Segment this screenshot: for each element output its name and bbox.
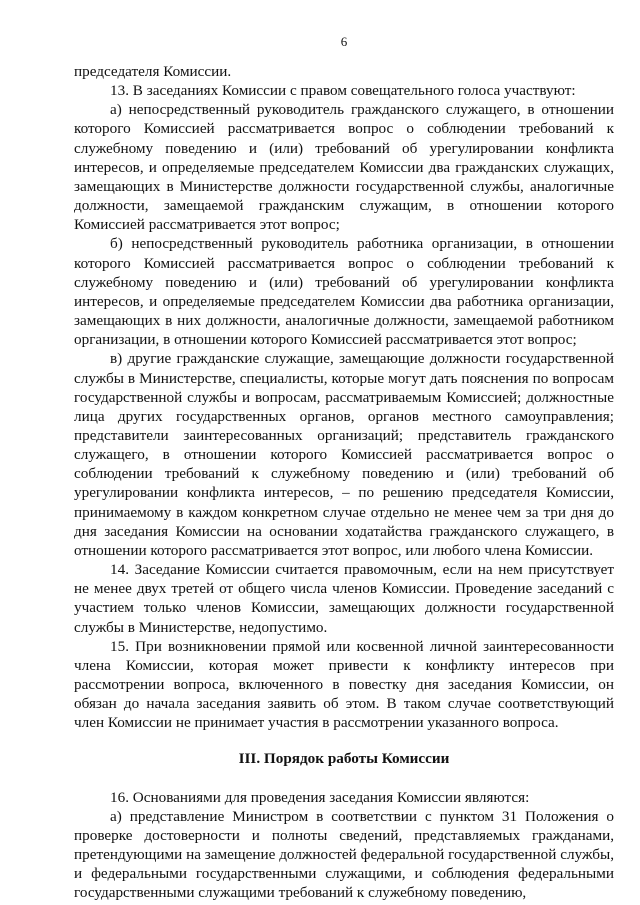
paragraph-16: 16. Основаниями для проведения заседания Комиссии являются: (110, 788, 530, 806)
paragraph-15: 15. При возникновении прямой или косвенной личной заинтересованности члена Комиссии, которая может привести к конфликту интересов при рассмотрении вопроса, включенного в повестку дня заседания Комиссии, он обязан до начала заседания заявить об этом. В таком случае соответствующий член Комиссии не принимает участия в рассмотрении указанного вопроса. (74, 637, 614, 732)
paragraph-continuation: председателя Комиссии. (74, 63, 232, 80)
paragraph-14: 14. Заседание Комиссии считается правомочным, если на нем присутствует не менее двух третей от общего числа членов Комиссии. Проведение заседаний с участием только членов Комиссии, замещающих должности государственной службы в Министерстве, недопустимо. (74, 561, 614, 636)
paragraph-13-v: в) другие гражданские служащие, замещающие должности государственной службы в Министерстве, специалисты, которые могут дать пояснения по вопросам государственной службы и вопросам, рассматриваемым Комиссией; должностные лица других государственных органов, органов местного самоуправления; представители заинтересованных организаций; представитель гражданского служащего, в отношении которого Комиссией рассматривается вопрос о соблюдении требований к служебному поведению и (или) требований об урегулировании конфликта интересов, – по решению председателя Комиссии, принимаемому в каждом конкретном случае отдельно не менее чем за три дня до дня заседания Комиссии на основании ходатайства гражданского служащего, в отношении которого рассматривается этот вопрос, или любого члена Комиссии. (74, 350, 614, 559)
paragraph-13: 13. В заседаниях Комиссии с правом совещательного голоса участвуют: (110, 82, 576, 100)
page-number: 6 (340, 34, 348, 49)
paragraph-13-a: а) непосредственный руководитель гражданского служащего, в отношении которого Комиссией рассматривается вопрос о соблюдении требований к служебному поведению и (или) требований об урегулировании конфликта интересов, и определяемые председателем Комиссии два гражданских служащих, замещающих в Министерстве должности государственной службы, аналогичные должности, замещаемой гражданским служащим, в отношении которого Комиссией рассматривается этот вопрос; (74, 101, 614, 234)
paragraph-16-a: а) представление Министром в соответствии с пунктом 31 Положения о проверке достоверности и полноты сведений, представляемых гражданами, претендующими на замещение должностей федеральной государственной службы, и федеральными государственными служащими, и соблюдения федеральными государственными служащими требований к служебному поведению, (74, 807, 614, 902)
paragraph-13-b: б) непосредственный руководитель работника организации, в отношении которого Комиссией рассматривается вопрос о соблюдении требований к служебному поведению и (или) требований об урегулировании конфликта интересов, и определяемые председателем Комиссии два работника организации, замещающих в них должности, аналогичные должности, замещаемой работником организации, в отношении которого Комиссией рассматривается этот вопрос; (74, 235, 614, 349)
section-heading: III. Порядок работы Комиссии (238, 750, 450, 768)
